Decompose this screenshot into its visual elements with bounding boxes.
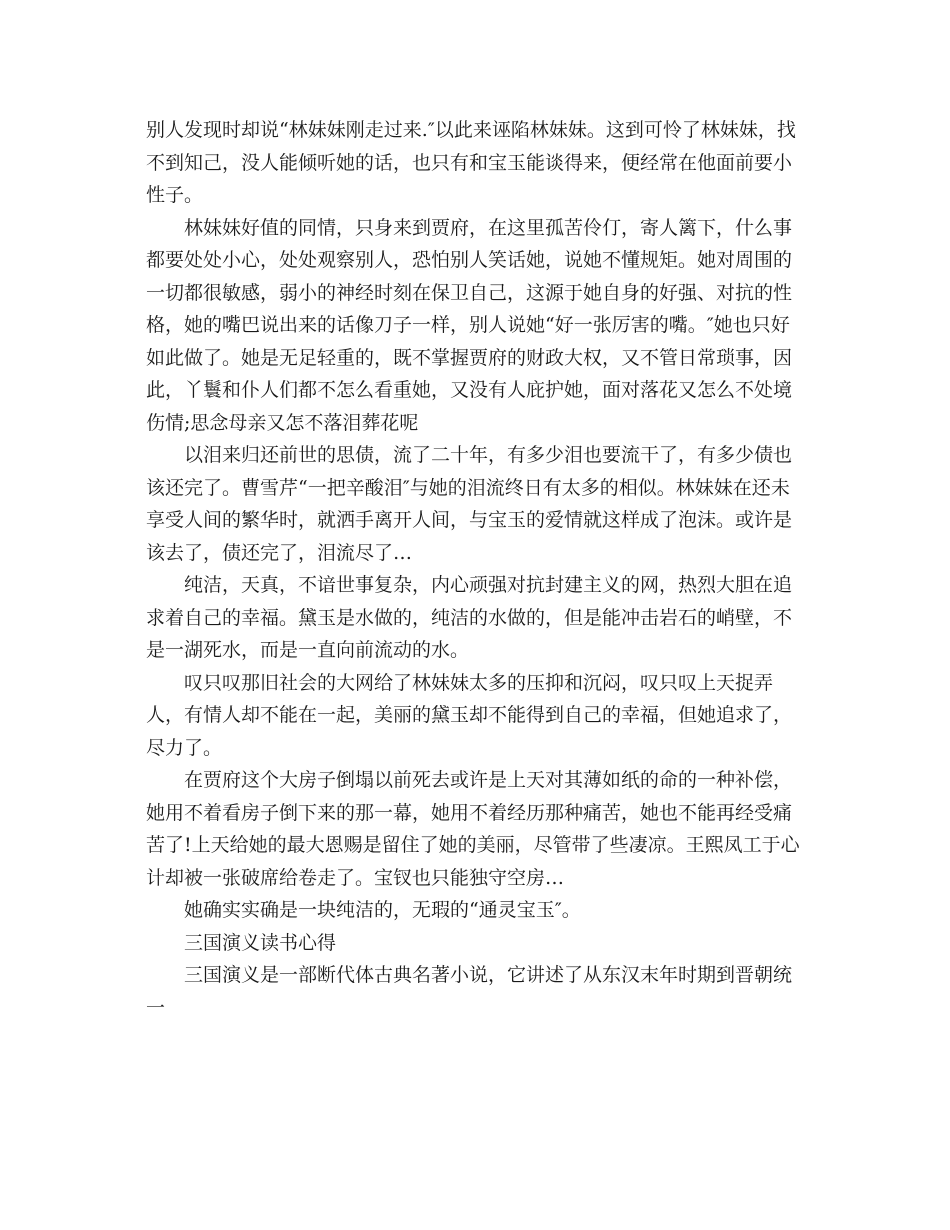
paragraph: 以泪来归还前世的思债，流了二十年，有多少泪也要流干了，有多少债也该还完了。曹雪芹“一把辛酸泪″与她的泪流终日有太多的相似。林妹妹在还未享受人间的繁华时，就洒手离开人间，与宝玉的爱情就这样成了泡沫。或许是该去了，债还完了，泪流尽了… [146,444,793,564]
paragraph: 林妹妹好值的同情，只身来到贾府，在这里孤苦伶仃，寄人篱下，什么事都要处处小心，处处观察别人，恐怕别人笑话她，说她不懂规矩。她对周围的一切都很敏感，弱小的神经时刻在保卫自己，这源于她自身的好强、对抗的性格，她的嘴巴说出来的话像刀子一样，别人说她“好一张厉害的嘴。″她也只好如此做了。她是无足轻重的，既不掌握贾府的财政大权，又不管日常琐事，因此，丫鬟和仆人们都不怎么看重她，又没有人庇护她，面对落花又怎么不处境伤情;思念母亲又怎不落泪葬花呢 [146,216,793,434]
paragraph: 别人发现时却说“林妹妹刚走过来.″以此来诬陷林妹妹。这到可怜了林妹妹，找不到知己，没人能倾听她的话，也只有和宝玉能谈得来，便经常在他面前要小性子。 [146,119,796,206]
paragraph: 纯洁，天真，不谙世事复杂，内心顽强对抗封建主义的网，热烈大胆在追求着自己的幸福。黛玉是水做的，纯洁的水做的，但是能冲击岩石的峭壁，不是一湖死水，而是一直向前流动的水。 [146,574,793,661]
paragraph: 她确实实确是一块纯洁的，无瑕的“通灵宝玉″。 [184,899,581,921]
paragraph: 在贾府这个大房子倒塌以前死去或许是上天对其薄如纸的命的一种补偿，她用不着看房子倒下来的那一幕，她用不着经历那种痛苦，她也不能再经受痛苦了!上天给她的最大恩赐是留住了她的美丽，尽管带了些凄凉。王熙凤工于心计却被一张破席给卷走了。宝钗也只能独守空房… [146,769,800,889]
paragraph: 叹只叹那旧社会的大网给了林妹妹太多的压抑和沉闷，叹只叹上天捉弄人，有情人却不能在一起，美丽的黛玉却不能得到自己的幸福，但她追求了，尽力了。 [146,671,793,759]
section-heading: 三国演义读书心得 [184,931,337,954]
paragraph: 三国演义是一部断代体古典名著小说，它讲述了从东汉末年时期到晋朝统一 [146,964,793,1019]
document-body [146,114,806,1024]
